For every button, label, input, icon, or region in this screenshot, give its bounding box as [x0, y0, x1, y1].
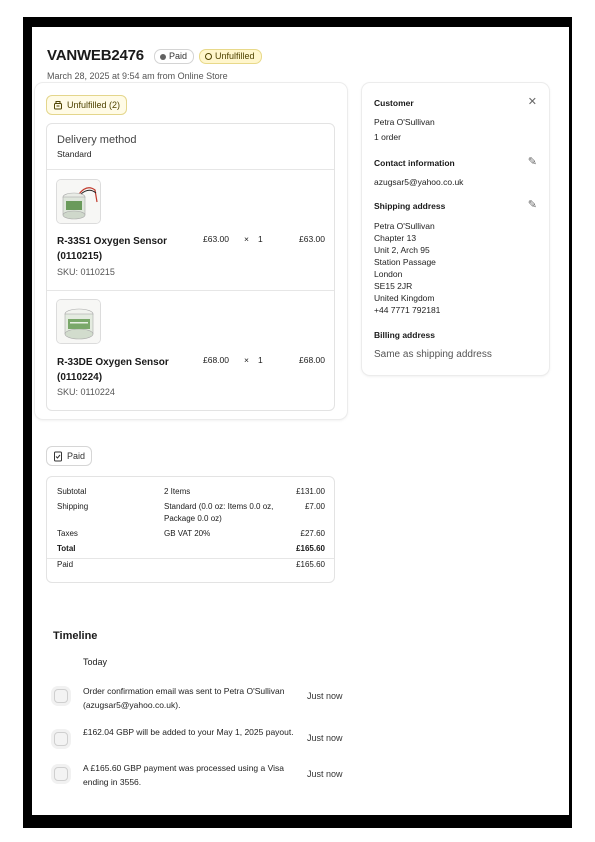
address-line: Chapter 13: [374, 233, 417, 243]
contact-heading: Contact information: [374, 158, 455, 168]
timeline-event-icon: [54, 732, 68, 746]
quantity: 1: [258, 234, 263, 244]
fulfillment-items-box: [46, 123, 335, 411]
fulfillment-card: [35, 83, 347, 419]
address-line: +44 7771 792181: [374, 305, 441, 315]
divider: [47, 290, 334, 291]
product-name[interactable]: R-33S1 Oxygen Sensor (0110215): [57, 236, 168, 262]
summary-amount: £165.60: [296, 544, 325, 553]
customer-name[interactable]: Petra O'Sullivan: [374, 117, 435, 127]
delivery-method-label: Delivery method: [57, 134, 137, 146]
summary-amount: £165.60: [296, 560, 325, 569]
delivery-method-value: Standard: [57, 149, 92, 159]
summary-label: Subtotal: [57, 487, 87, 496]
unit-price: £68.00: [203, 355, 229, 365]
address-line: Unit 2, Arch 95: [374, 245, 430, 255]
payment-status-badge: [154, 49, 194, 64]
timeline-event-time: Just now: [307, 691, 343, 701]
pencil-icon[interactable]: ✎: [527, 199, 537, 211]
billing-address-heading: Billing address: [374, 330, 435, 340]
timeline-event-text: Order confirmation email was sent to Petra O'Sullivan (azugsar5@yahoo.co.uk).: [83, 686, 285, 710]
close-icon[interactable]: ✕: [527, 96, 537, 108]
payment-summary: [46, 476, 335, 583]
fulfillment-status-label: Unfulfilled: [215, 51, 255, 61]
summary-amount: £131.00: [296, 487, 325, 496]
product-thumbnail[interactable]: [56, 299, 101, 344]
order-page: [32, 27, 569, 815]
summary-label: Total: [57, 544, 76, 553]
customer-order-count[interactable]: 1 order: [374, 132, 401, 142]
order-subtitle: March 28, 2025 at 9:54 am from Online Store: [47, 71, 228, 81]
unfulfilled-pill[interactable]: [46, 95, 127, 115]
unit-price: £63.00: [203, 234, 229, 244]
address-line: Station Passage: [374, 257, 436, 267]
status-dot-icon: [160, 54, 166, 60]
timeline-day: Today: [83, 657, 108, 667]
summary-amount: £7.00: [304, 502, 325, 511]
timeline-event-text: A £165.60 GBP payment was processed using a Visa ending in 3556.: [83, 763, 284, 787]
paid-pill-label: Paid: [67, 451, 86, 461]
oxygen-sensor-image-icon: [57, 180, 101, 224]
oxygen-sensor-image-icon: [57, 300, 101, 344]
multiply-sign: ×: [244, 234, 249, 244]
timeline-event-text: £162.04 GBP will be added to your May 1, 2025 payout.: [83, 727, 294, 737]
shipping-address: [374, 220, 440, 316]
summary-label: Taxes: [57, 529, 78, 538]
address-line: London: [374, 269, 403, 279]
unfulfilled-pill-label: Unfulfilled (2): [67, 100, 121, 110]
multiply-sign: ×: [244, 355, 249, 365]
payment-card: [35, 432, 347, 593]
customer-email[interactable]: azugsar5@yahoo.co.uk: [374, 177, 464, 187]
product-sku: SKU: 0110224: [57, 387, 115, 397]
customer-card: [362, 83, 549, 375]
product-sku: SKU: 0110215: [57, 267, 115, 277]
receipt-icon: [53, 451, 63, 462]
paid-pill[interactable]: [46, 446, 92, 466]
payment-status-label: Paid: [169, 51, 188, 61]
billing-address-value: Same as shipping address: [374, 349, 492, 360]
status-ring-icon: [205, 53, 212, 60]
summary-label: Shipping: [57, 502, 89, 511]
order-title: VANWEB2476: [47, 47, 144, 64]
fulfillment-status-badge: [199, 49, 262, 64]
product-thumbnail[interactable]: [56, 179, 101, 224]
package-icon: [53, 100, 63, 110]
customer-heading: Customer: [374, 98, 414, 108]
timeline-event-icon: [54, 689, 68, 703]
timeline-event-icon: [54, 767, 68, 781]
pencil-icon[interactable]: ✎: [527, 156, 537, 168]
summary-label: Paid: [57, 560, 74, 569]
timeline-title: Timeline: [53, 630, 98, 642]
divider: [47, 169, 334, 170]
summary-amount: £27.60: [300, 529, 325, 538]
address-line: Petra O'Sullivan: [374, 221, 435, 231]
shipping-address-heading: Shipping address: [374, 201, 446, 211]
address-line: SE15 2JR: [374, 281, 413, 291]
product-name[interactable]: R-33DE Oxygen Sensor (0110224): [57, 357, 169, 383]
divider: [47, 558, 334, 559]
summary-description: 2 Items: [164, 487, 191, 496]
line-total: £68.00: [299, 355, 325, 365]
address-line: United Kingdom: [374, 293, 435, 303]
quantity: 1: [258, 355, 263, 365]
line-total: £63.00: [299, 234, 325, 244]
timeline-event-time: Just now: [307, 769, 343, 779]
summary-description: Standard (0.0 oz: Items 0.0 oz, Package 0.0 oz): [164, 502, 274, 523]
timeline-event-time: Just now: [307, 733, 343, 743]
summary-description: GB VAT 20%: [164, 529, 211, 538]
